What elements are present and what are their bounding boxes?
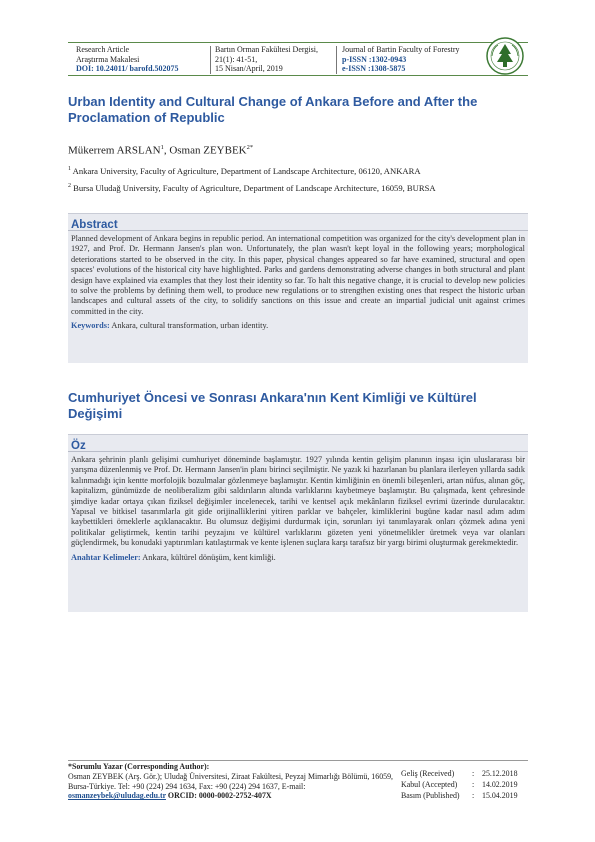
- orcid: ORCID: 0000-0002-2752-407X: [165, 791, 272, 801]
- doi[interactable]: DOI: 10.24011/ barofd.502075: [76, 64, 179, 74]
- affiliation-text: Ankara University, Faculty of Agriculture, Department of Landscape Architecture, 06120, ANKARA: [71, 166, 421, 176]
- abstract-header: [68, 214, 528, 231]
- corresponding-author: [68, 762, 398, 801]
- footer-divider: [68, 760, 528, 761]
- affiliation-number: 1: [68, 166, 71, 173]
- article-type-column: [76, 45, 214, 74]
- date-row: [401, 768, 531, 779]
- author-list: [68, 144, 253, 157]
- oz-header: [68, 435, 528, 452]
- publication-dates: [401, 768, 531, 801]
- corresponding-author-text: Osman ZEYBEK (Arş. Gör.); Uludağ Üniversitesi, Ziraat Fakültesi, Peyzaj Mimarlığı Bölümü, 16059, Bursa-Türkiye. Tel: +90 (224) 294 1634, Fax: +90 (224) 294 1637, E-mail:: [68, 771, 394, 791]
- keywords-label: Keywords:: [71, 321, 110, 331]
- article-title-tr: Cumhuriyet Öncesi ve Sonrası Ankara'nın Kent Kimliği ve Kültürel Değişimi: [68, 390, 477, 421]
- keywords-line: [68, 319, 528, 335]
- author-name: Mükerrem ARSLAN: [68, 144, 161, 157]
- journal-name-tr: Bartın Orman Fakültesi Dergisi,: [215, 45, 318, 54]
- article-title-en: Urban Identity and Cultural Change of Ankara Before and After the Proclamation of Republic: [68, 94, 478, 125]
- oz-title: Öz: [71, 440, 86, 452]
- abstract-section: [68, 213, 528, 363]
- affiliation-number: 2: [68, 183, 71, 190]
- journal-name-en: Journal of Bartin Faculty of Forestry: [342, 45, 460, 54]
- journal-issue-column: [215, 45, 340, 74]
- date-separator: :: [472, 780, 475, 789]
- date-label: Geliş (Received): [401, 769, 455, 778]
- faculty-logo-icon: [485, 36, 525, 76]
- date-label: Basım (Published): [401, 791, 460, 800]
- oz-text: Ankara şehrinin planlı gelişimi cumhuriyet döneminde başlamıştır. 1927 yılında kentin gelişim planının inşası için uluslararası bir yarışma düzenlenmiş ve Prof. Dr. Hermann Jansen'in planı birinci seçilmiştir. Ne yazık ki hazırlanan bu planlara ilerleyen yıllarda sadık kalınmadığı için kentte morfolojik bozulmalar gözlenmeye başlamıştır. Kentin kimliğinin en önemli bileşenleri, artan nüfus, alınan göç, kapitalizm, günümüzde de neoliberalizm gibi saldırıların altında varlıklarını kaybetmeye başlamıştır. Bu çalışmada, kent çehresinde şimdiye kadar ortaya çıkan fiziksel değişimler incelenecek, tarihi ve kentsel açık mekânların fiziksel evrimi üzerinde durulacaktır. Yapısal ve bitkisel tasarımlarla git gide orijinalliklerini yitiren parklar ve bahçeler, kimliklerini bugüne kadar nasıl adım adım kaybettikleri örneklerle açıklanacaktır. Bu olumsuz değişimi durdurmak için, sorunları iyi tanımlayarak onları çözmek adına yeni politikalar geliştirmek, kentin tarihi peyzajını ve kültürel varlıklarını gözeten yeni yönetmelikler üretmek veya var olanları güçlendirmek, bu konudaki yaptırımları katılaştırmak ve kente işlenen suçlara karşı tarafsız bir yargı birimi oluşturmak gerekmektedir.: [71, 455, 525, 548]
- affiliation: [68, 166, 421, 176]
- affiliation-text: Bursa Uludağ University, Faculty of Agriculture, Department of Landscape Architecture, 16059, BURSA: [71, 183, 436, 193]
- author-name: Osman ZEYBEK: [169, 144, 247, 157]
- oz-section: [68, 434, 528, 612]
- keywords-text: Ankara, cultural transformation, urban identity.: [109, 321, 269, 331]
- e-issn: e-ISSN :1308-5875: [342, 64, 406, 74]
- date-row: [401, 790, 531, 801]
- header-divider: [210, 46, 211, 74]
- issue-date: 15 Nisan/April, 2019: [215, 64, 283, 74]
- date-value: 14.02.2019: [482, 780, 518, 789]
- author-separator: ,: [163, 144, 170, 157]
- volume-pages: 21(1): 41-51,: [215, 54, 258, 64]
- date-separator: :: [472, 769, 475, 778]
- article-type-en: Research Article: [76, 45, 130, 54]
- affiliation: [68, 183, 436, 193]
- journal-issn-column: [342, 45, 482, 74]
- anahtar-kelimeler-label: Anahtar Kelimeler:: [71, 552, 141, 562]
- date-row: [401, 779, 531, 790]
- corresponding-author-title: *Sorumlu Yazar (Corresponding Author):: [68, 762, 210, 771]
- date-label: Kabul (Accepted): [401, 780, 458, 789]
- date-separator: :: [472, 791, 475, 800]
- article-type-tr: Araştırma Makalesi: [76, 54, 140, 64]
- anahtar-kelimeler-text: Ankara, kültürel dönüşüm, kent kimliği.: [140, 552, 276, 562]
- corresponding-author-details: [68, 772, 398, 801]
- anahtar-kelimeler-line: [68, 551, 528, 567]
- date-value: 25.12.2018: [482, 769, 518, 778]
- abstract-text: Planned development of Ankara begins in republic period. An international competition was organized for the city's development plan in 1927, and Prof. Dr. Hermann Jansen's plan won. Unfortunately, the plan wasn't kept loyal in the following years; morphological deteriorations started to be observed in the city. In this paper, physical changes appeared so far have examined, structural and open spaces' evolutions of the historical city have highlighted. Parks and gardens demonstrating adverse changes in both structural and plant design have explained via examples that they lost their identity so far. To halt this negative change, it is crucial to develop new policies to solve the problems by defining them well, to produce new regulations or to strengthen existing ones that respect the historic urban landscapes and cultural assets of the city, to solidify sanctions on this issue and create an impartial judicial unit against crimes committed in the city.: [71, 234, 525, 316]
- journal-header: [68, 42, 528, 76]
- author-affiliation-mark: 1: [160, 144, 164, 151]
- date-value: 15.04.2019: [482, 791, 518, 800]
- abstract-title: Abstract: [71, 219, 118, 231]
- header-divider: [336, 46, 337, 74]
- email-link[interactable]: osmanzeybek@uludag.edu.tr: [68, 791, 166, 801]
- p-issn: p-ISSN :1302-0943: [342, 54, 407, 64]
- author-affiliation-mark: 2*: [246, 144, 254, 151]
